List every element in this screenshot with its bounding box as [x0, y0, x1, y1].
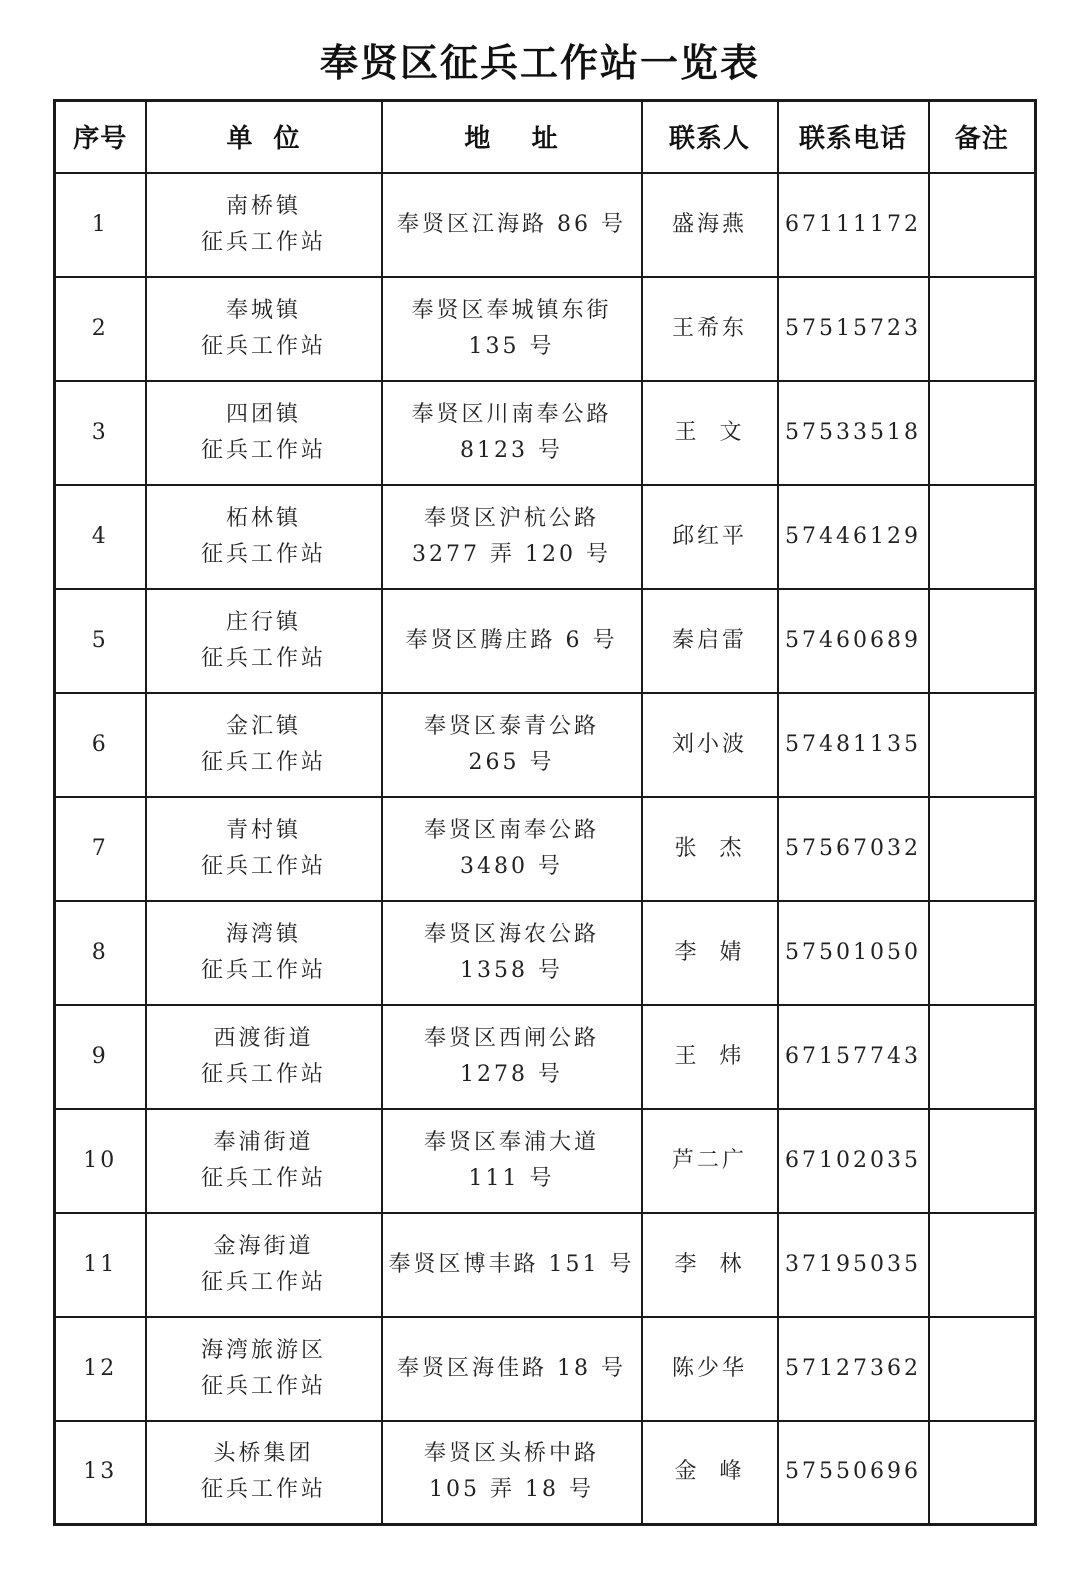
cell-unit	[146, 277, 382, 381]
cell-contact: 王 文	[642, 381, 778, 485]
cell-unit-line: 西渡街道	[213, 1025, 314, 1051]
cell-address	[382, 381, 642, 485]
header-no: 序号	[55, 101, 146, 173]
cell-unit-line: 海湾旅游区	[200, 1337, 326, 1363]
cell-no: 1	[55, 173, 146, 277]
table-row	[55, 1317, 1036, 1421]
table-row	[55, 485, 1036, 589]
cell-address	[382, 277, 642, 381]
cell-no: 6	[55, 693, 146, 797]
table-row	[55, 1005, 1036, 1109]
cell-unit	[146, 589, 382, 693]
cell-unit-line: 征兵工作站	[200, 229, 326, 255]
table-row	[55, 277, 1036, 381]
cell-unit-line: 征兵工作站	[200, 1477, 326, 1503]
cell-address-line: 111 号	[468, 1165, 555, 1191]
cell-address-line: 奉贤区川南奉公路	[411, 401, 612, 427]
cell-address-line: 奉贤区西闸公路	[423, 1025, 599, 1051]
page-title: 奉贤区征兵工作站一览表	[319, 41, 760, 85]
cell-no: 8	[55, 901, 146, 1005]
cell-unit-line: 金海街道	[213, 1233, 314, 1259]
cell-no: 13	[55, 1421, 146, 1525]
cell-address-line: 奉贤区南奉公路	[423, 817, 599, 843]
cell-phone: 57127362	[778, 1317, 929, 1421]
cell-address-line: 265 号	[468, 749, 555, 775]
cell-contact: 秦启雷	[642, 589, 778, 693]
table-row	[55, 901, 1036, 1005]
cell-unit-line: 四团镇	[225, 401, 301, 427]
cell-phone: 57446129	[778, 485, 929, 589]
cell-address	[382, 173, 642, 277]
table-row	[55, 589, 1036, 693]
table-body	[55, 173, 1036, 1525]
table-row	[55, 173, 1036, 277]
cell-phone: 67111172	[778, 173, 929, 277]
cell-unit	[146, 1213, 382, 1317]
cell-no: 11	[55, 1213, 146, 1317]
cell-contact: 王希东	[642, 277, 778, 381]
cell-address	[382, 589, 642, 693]
cell-remark	[929, 1317, 1036, 1421]
cell-remark	[929, 173, 1036, 277]
cell-phone: 57501050	[778, 901, 929, 1005]
cell-address	[382, 797, 642, 901]
cell-unit-line: 征兵工作站	[200, 1269, 326, 1295]
cell-remark	[929, 797, 1036, 901]
cell-address-line: 奉贤区沪杭公路	[423, 505, 599, 531]
cell-unit-line: 征兵工作站	[200, 1165, 326, 1191]
cell-address-line: 奉贤区博丰路 151 号	[388, 1251, 635, 1277]
cell-contact: 李 婧	[642, 901, 778, 1005]
cell-phone: 57460689	[778, 589, 929, 693]
cell-phone: 67102035	[778, 1109, 929, 1213]
cell-contact: 芦二广	[642, 1109, 778, 1213]
cell-address-line: 3277 弄 120 号	[412, 541, 611, 567]
cell-address-line: 奉贤区泰青公路	[423, 713, 599, 739]
cell-remark	[929, 1109, 1036, 1213]
table-row	[55, 1421, 1036, 1525]
cell-unit-line: 征兵工作站	[200, 541, 326, 567]
cell-address	[382, 1317, 642, 1421]
cell-unit	[146, 173, 382, 277]
cell-unit	[146, 1421, 382, 1525]
cell-address-line: 奉贤区头桥中路	[423, 1441, 599, 1467]
cell-no: 5	[55, 589, 146, 693]
cell-contact: 邱红平	[642, 485, 778, 589]
cell-unit-line: 奉城镇	[225, 297, 301, 323]
cell-phone: 37195035	[778, 1213, 929, 1317]
cell-no: 12	[55, 1317, 146, 1421]
cell-remark	[929, 1421, 1036, 1525]
cell-no: 4	[55, 485, 146, 589]
cell-contact: 刘小波	[642, 693, 778, 797]
cell-contact: 金 峰	[642, 1421, 778, 1525]
header-phone: 联系电话	[778, 101, 929, 173]
cell-no: 2	[55, 277, 146, 381]
table-row	[55, 797, 1036, 901]
header-remark: 备注	[929, 101, 1036, 173]
cell-unit-line: 征兵工作站	[200, 749, 326, 775]
cell-contact: 李 林	[642, 1213, 778, 1317]
cell-address-line: 奉贤区腾庄路 6 号	[405, 627, 618, 653]
cell-unit-line: 青村镇	[225, 817, 301, 843]
cell-contact: 陈少华	[642, 1317, 778, 1421]
cell-unit-line: 庄行镇	[225, 609, 301, 635]
cell-phone: 57515723	[778, 277, 929, 381]
cell-address-line: 奉贤区江海路 86 号	[397, 211, 626, 237]
cell-remark	[929, 693, 1036, 797]
cell-unit-line: 征兵工作站	[200, 1061, 326, 1087]
cell-unit	[146, 693, 382, 797]
cell-unit-line: 头桥集团	[213, 1441, 314, 1467]
cell-unit-line: 征兵工作站	[200, 333, 326, 359]
cell-address	[382, 901, 642, 1005]
cell-unit-line: 征兵工作站	[200, 645, 326, 671]
cell-no: 10	[55, 1109, 146, 1213]
cell-contact: 王 炜	[642, 1005, 778, 1109]
cell-address-line: 8123 号	[460, 437, 563, 463]
cell-contact: 盛海燕	[642, 173, 778, 277]
cell-unit-line: 征兵工作站	[200, 1373, 326, 1399]
cell-unit-line: 海湾镇	[225, 921, 301, 947]
cell-unit-line: 征兵工作站	[200, 437, 326, 463]
cell-remark	[929, 589, 1036, 693]
table-row	[55, 1213, 1036, 1317]
cell-unit	[146, 1109, 382, 1213]
cell-address-line: 奉贤区奉城镇东街	[411, 297, 612, 323]
cell-phone: 57481135	[778, 693, 929, 797]
cell-address-line: 1358 号	[460, 957, 563, 983]
cell-phone: 57567032	[778, 797, 929, 901]
cell-unit-line: 征兵工作站	[200, 957, 326, 983]
cell-contact: 张 杰	[642, 797, 778, 901]
cell-remark	[929, 277, 1036, 381]
cell-unit-line: 奉浦街道	[213, 1129, 314, 1155]
table-row	[55, 693, 1036, 797]
cell-unit	[146, 381, 382, 485]
cell-unit	[146, 901, 382, 1005]
cell-address	[382, 1213, 642, 1317]
cell-address-line: 奉贤区海佳路 18 号	[397, 1355, 626, 1381]
cell-address	[382, 1005, 642, 1109]
cell-address	[382, 693, 642, 797]
cell-address-line: 奉贤区奉浦大道	[423, 1129, 599, 1155]
table-row	[55, 1109, 1036, 1213]
station-table	[53, 99, 1037, 1526]
cell-address	[382, 485, 642, 589]
cell-remark	[929, 1213, 1036, 1317]
cell-address	[382, 1109, 642, 1213]
cell-phone: 57550696	[778, 1421, 929, 1525]
cell-phone: 67157743	[778, 1005, 929, 1109]
cell-unit	[146, 797, 382, 901]
header-address: 地 址	[382, 101, 642, 173]
cell-remark	[929, 381, 1036, 485]
cell-address-line: 3480 号	[460, 853, 563, 879]
cell-no: 9	[55, 1005, 146, 1109]
cell-remark	[929, 1005, 1036, 1109]
cell-unit	[146, 1005, 382, 1109]
cell-address-line: 135 号	[468, 333, 555, 359]
cell-address	[382, 1421, 642, 1525]
table-row	[55, 381, 1036, 485]
cell-unit-line: 柘林镇	[225, 505, 301, 531]
cell-unit-line: 征兵工作站	[200, 853, 326, 879]
cell-unit-line: 金汇镇	[225, 713, 301, 739]
cell-address-line: 奉贤区海农公路	[423, 921, 599, 947]
cell-unit	[146, 1317, 382, 1421]
table-header-row	[55, 101, 1036, 173]
header-unit: 单 位	[146, 101, 382, 173]
cell-address-line: 1278 号	[460, 1061, 563, 1087]
cell-no: 7	[55, 797, 146, 901]
cell-no: 3	[55, 381, 146, 485]
cell-remark	[929, 901, 1036, 1005]
cell-phone: 57533518	[778, 381, 929, 485]
cell-remark	[929, 485, 1036, 589]
cell-unit	[146, 485, 382, 589]
header-contact: 联系人	[642, 101, 778, 173]
cell-address-line: 105 弄 18 号	[429, 1477, 594, 1503]
cell-unit-line: 南桥镇	[225, 193, 301, 219]
